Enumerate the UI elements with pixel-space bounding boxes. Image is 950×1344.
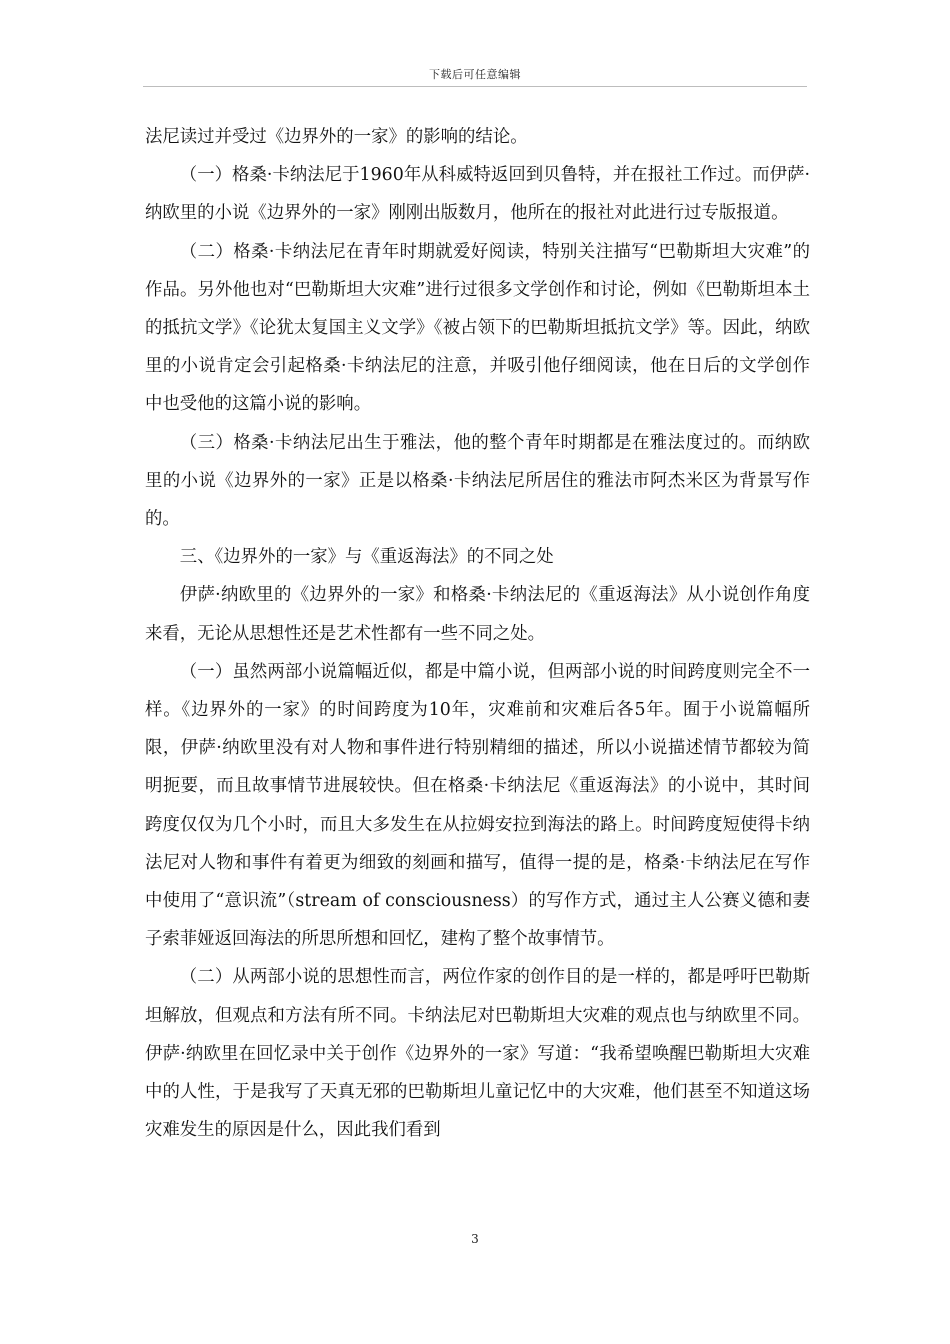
paragraph: （一）格桑·卡纳法尼于1960年从科威特返回到贝鲁特，并在报社工作过。而伊萨·纳欧里的小说《边界外的一家》刚刚出版数月，他所在的报社对此进行过专版报道。: [145, 165, 810, 224]
section-heading: 三、《边界外的一家》与《重返海法》的不同之处: [179, 547, 554, 568]
header-divider: [143, 86, 807, 87]
paragraph: 法尼读过并受过《边界外的一家》的影响的结论。: [145, 127, 528, 147]
paragraph: （二）从两部小说的思想性而言，两位作家的创作目的是一样的，都是呼吁巴勒斯坦解放，但观点和方法有所不同。卡纳法尼对巴勒斯坦大灾难的观点也与纳欧里不同。伊萨·纳欧里在回忆录中关于创作《边界外的一家》写道：“我希望唤醒巴勒斯坦大灾难中的人性，于是我写了天真无邪的巴勒斯坦儿童记忆中的大灾难，他们甚至不知道这场灾难发生的原因是什么，因此我们看到: [145, 967, 810, 1141]
page-header: 下载后可任意编辑: [429, 68, 521, 81]
page-number: 3: [471, 1232, 479, 1246]
paragraph: （二）格桑·卡纳法尼在青年时期就爱好阅读，特别关注描写“巴勒斯坦大灾难”的作品。另外他也对“巴勒斯坦大灾难”进行过很多文学创作和讨论，例如《巴勒斯坦本土的抵抗文学》《论犹太复国主义文学》《被占领下的巴勒斯坦抵抗文学》等。因此，纳欧里的小说肯定会引起格桑·卡纳法尼的注意，并吸引他仔细阅读，他在日后的文学创作中也受他的这篇小说的影响。: [145, 241, 810, 415]
paragraph: （一）虽然两部小说篇幅近似，都是中篇小说，但两部小说的时间跨度则完全不一样。《边界外的一家》的时间跨度为10年，灾难前和灾难后各5年。囿于小说篇幅所限，伊萨·纳欧里没有对人物和事件进行特别精细的描述，所以小说描述情节都较为简明扼要，而且故事情节进展较快。但在格桑·卡纳法尼《重返海法》的小说中，其时间跨度仅仅为几个小时，而且大多发生在从拉姆安拉到海法的路上。时间跨度短使得卡纳法尼对人物和事件有着更为细致的刻画和描写，值得一提的是，格桑·卡纳法尼在写作中使用了“意识流”（stream of consciousness）的写作方式，通过主人公赛义德和妻子索菲娅返回海法的所思所想和回忆，建构了整个故事情节。: [145, 661, 810, 950]
document-body: [145, 118, 810, 1149]
paragraph: （三）格桑·卡纳法尼出生于雅法，他的整个青年时期都是在雅法度过的。而纳欧里的小说《边界外的一家》正是以格桑·卡纳法尼所居住的雅法市阿杰米区为背景写作的。: [145, 432, 810, 530]
paragraph: 伊萨·纳欧里的《边界外的一家》和格桑·卡纳法尼的《重返海法》从小说创作角度来看，无论从思想性还是艺术性都有一些不同之处。: [145, 585, 810, 644]
